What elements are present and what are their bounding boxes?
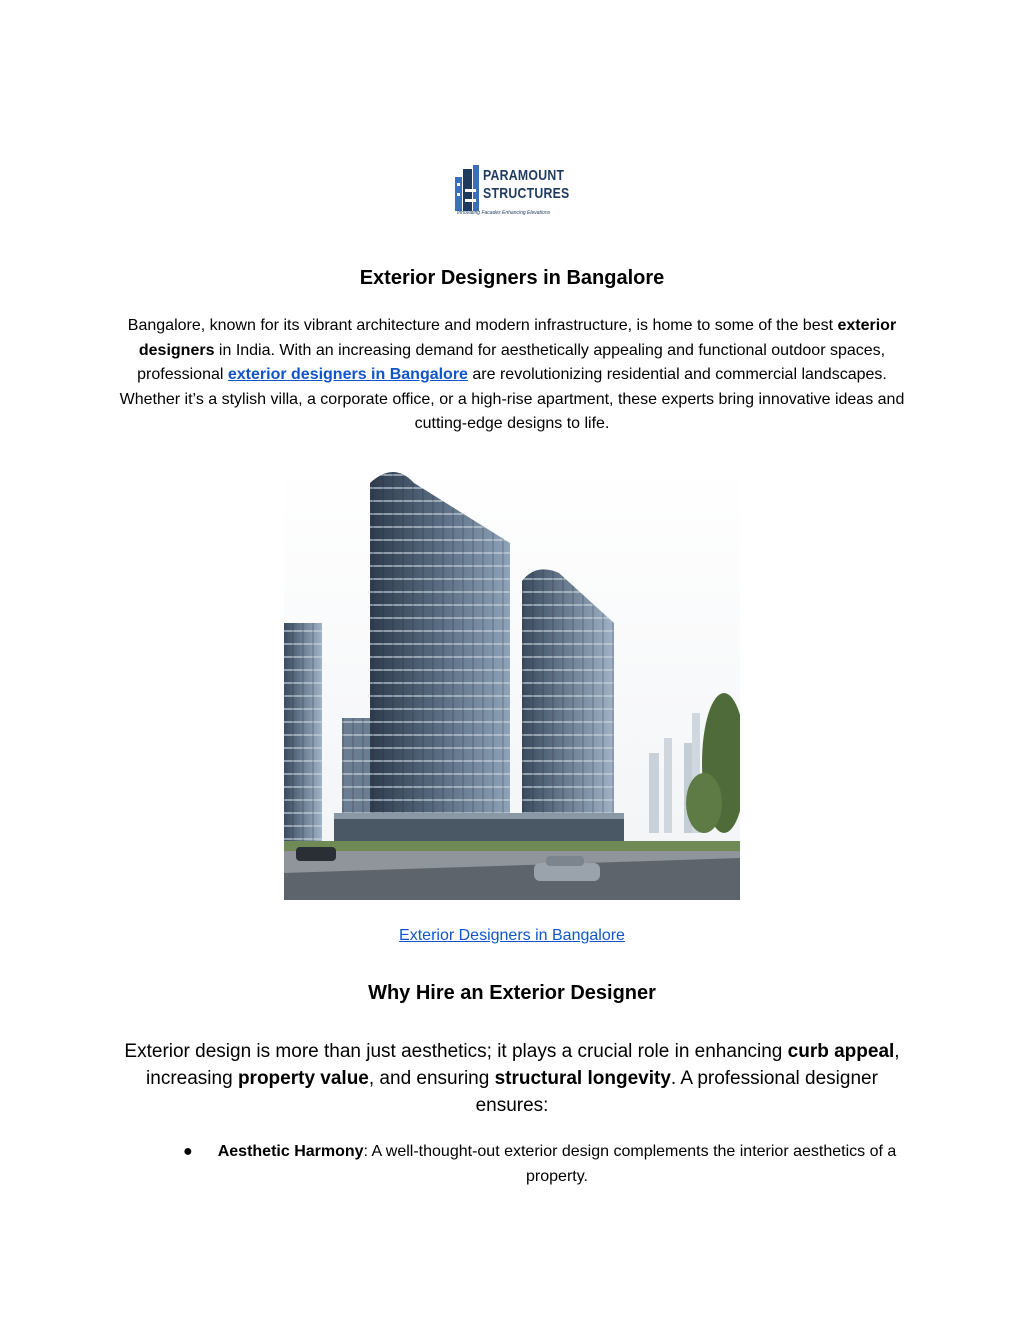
bullet-marker: ● [183,1143,193,1160]
exterior-designers-link[interactable]: exterior designers in Bangalore [227,366,468,383]
why-text-2: , increasing [146,1041,900,1089]
bullet-text [213,1140,901,1189]
section-heading: Why Hire an Exterior Designer [368,982,656,1004]
why-bold-structural-longevity: structural longevity [494,1068,671,1089]
logo-line2: STRUCTURES [483,185,570,202]
why-text-4: . A professional designer ensures: [475,1068,878,1116]
why-text-3: , and ensuring [368,1068,495,1089]
logo-line1: PARAMOUNT [483,167,565,184]
intro-text-2: in India. With an increasing demand for aesthetically appealing and functional outdoor spaces, professional [137,341,886,383]
why-paragraph [112,1038,912,1119]
intro-text-3: are revolutionizing residential and commercial landscapes. Whether it’s a stylish villa, a corporate office, or a high-rise apartment, these experts bring innovative ideas and cutting-edge designs to life. [119,366,905,432]
bullet-bold-label: Aesthetic Harmony [217,1143,364,1160]
intro-bold-1: exterior designers [138,317,897,359]
bullet-description: : A well-thought-out exterior design complements the interior aesthetics of a property. [363,1143,897,1185]
logo-tagline: Innovating Facades Enhancing Elevations [457,210,551,216]
image-caption-link[interactable]: Exterior Designers in Bangalore [399,927,625,944]
page-title: Exterior Designers in Bangalore [359,267,665,289]
intro-paragraph [112,314,912,437]
image-caption[interactable] [0,927,1024,945]
company-logo [453,163,571,221]
skyscraper-photo [284,463,740,900]
why-text-1: Exterior design is more than just aesthetics; it plays a crucial role in enhancing [124,1041,788,1062]
intro-text-1: Bangalore, known for its vibrant architecture and modern infrastructure, is home to some of the best [127,317,838,334]
why-bold-curb-appeal: curb appeal [787,1041,895,1062]
why-bold-property-value: property value [237,1068,369,1089]
